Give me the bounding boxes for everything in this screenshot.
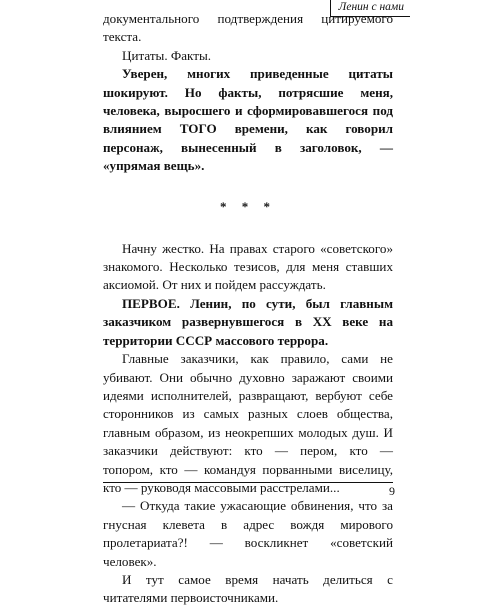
page-body bbox=[103, 10, 393, 608]
paragraph-start-harsh: Начну жестко. На правах старого «советского» знакомого. Несколько тезисов, для меня ставших аксиомой. От них и пойдем рассуждать. bbox=[103, 240, 393, 293]
paragraph-objection: — Откуда такие ужасающие обвинения, что за гнусная клевета в адрес вождя мирового пролетариата?! — воскликнет «советский человек». bbox=[103, 498, 393, 569]
paragraph-sources: И тут самое время начать делиться с читателями первоисточниками. bbox=[103, 571, 393, 606]
section-separator: * * * bbox=[220, 198, 276, 214]
paragraph-main-customers: Главные заказчики, как правило, сами не убивают. Они обычно духовно заражают своими идеями исполнителей, развращают, вербуют себе сторонников из самых разных слоев общества, главным образом, из неокрепших молодых душ. И заказчики действуют: кто — пером, кто — топором, кто — командуя порванными виселицу, кто — руководя массовыми расстрелами... bbox=[103, 351, 393, 495]
paragraph-first-thesis: ПЕРВОЕ. Ленин, по сути, был главным заказчиком развернувшегося в XX веке на территории СССР массового террора. bbox=[103, 295, 393, 348]
running-head: Ленин с нами bbox=[330, 0, 410, 17]
paragraph-bold-intro: Уверен, многих приведенные цитаты шокируют. Но факты, потрясшие меня, человека, выросшего и сформировавшегося под влиянием ТОГО времени, как говорил персонаж, вынесенный в заголовок, — «упрямая вещь». bbox=[103, 66, 393, 174]
paragraph-quotes-facts: Цитаты. Факты. bbox=[122, 47, 212, 63]
footer-rule bbox=[103, 482, 393, 483]
paragraph-continuation: документального подтверждения цитируемого текста. bbox=[103, 11, 393, 45]
page-number: 9 bbox=[389, 484, 395, 498]
